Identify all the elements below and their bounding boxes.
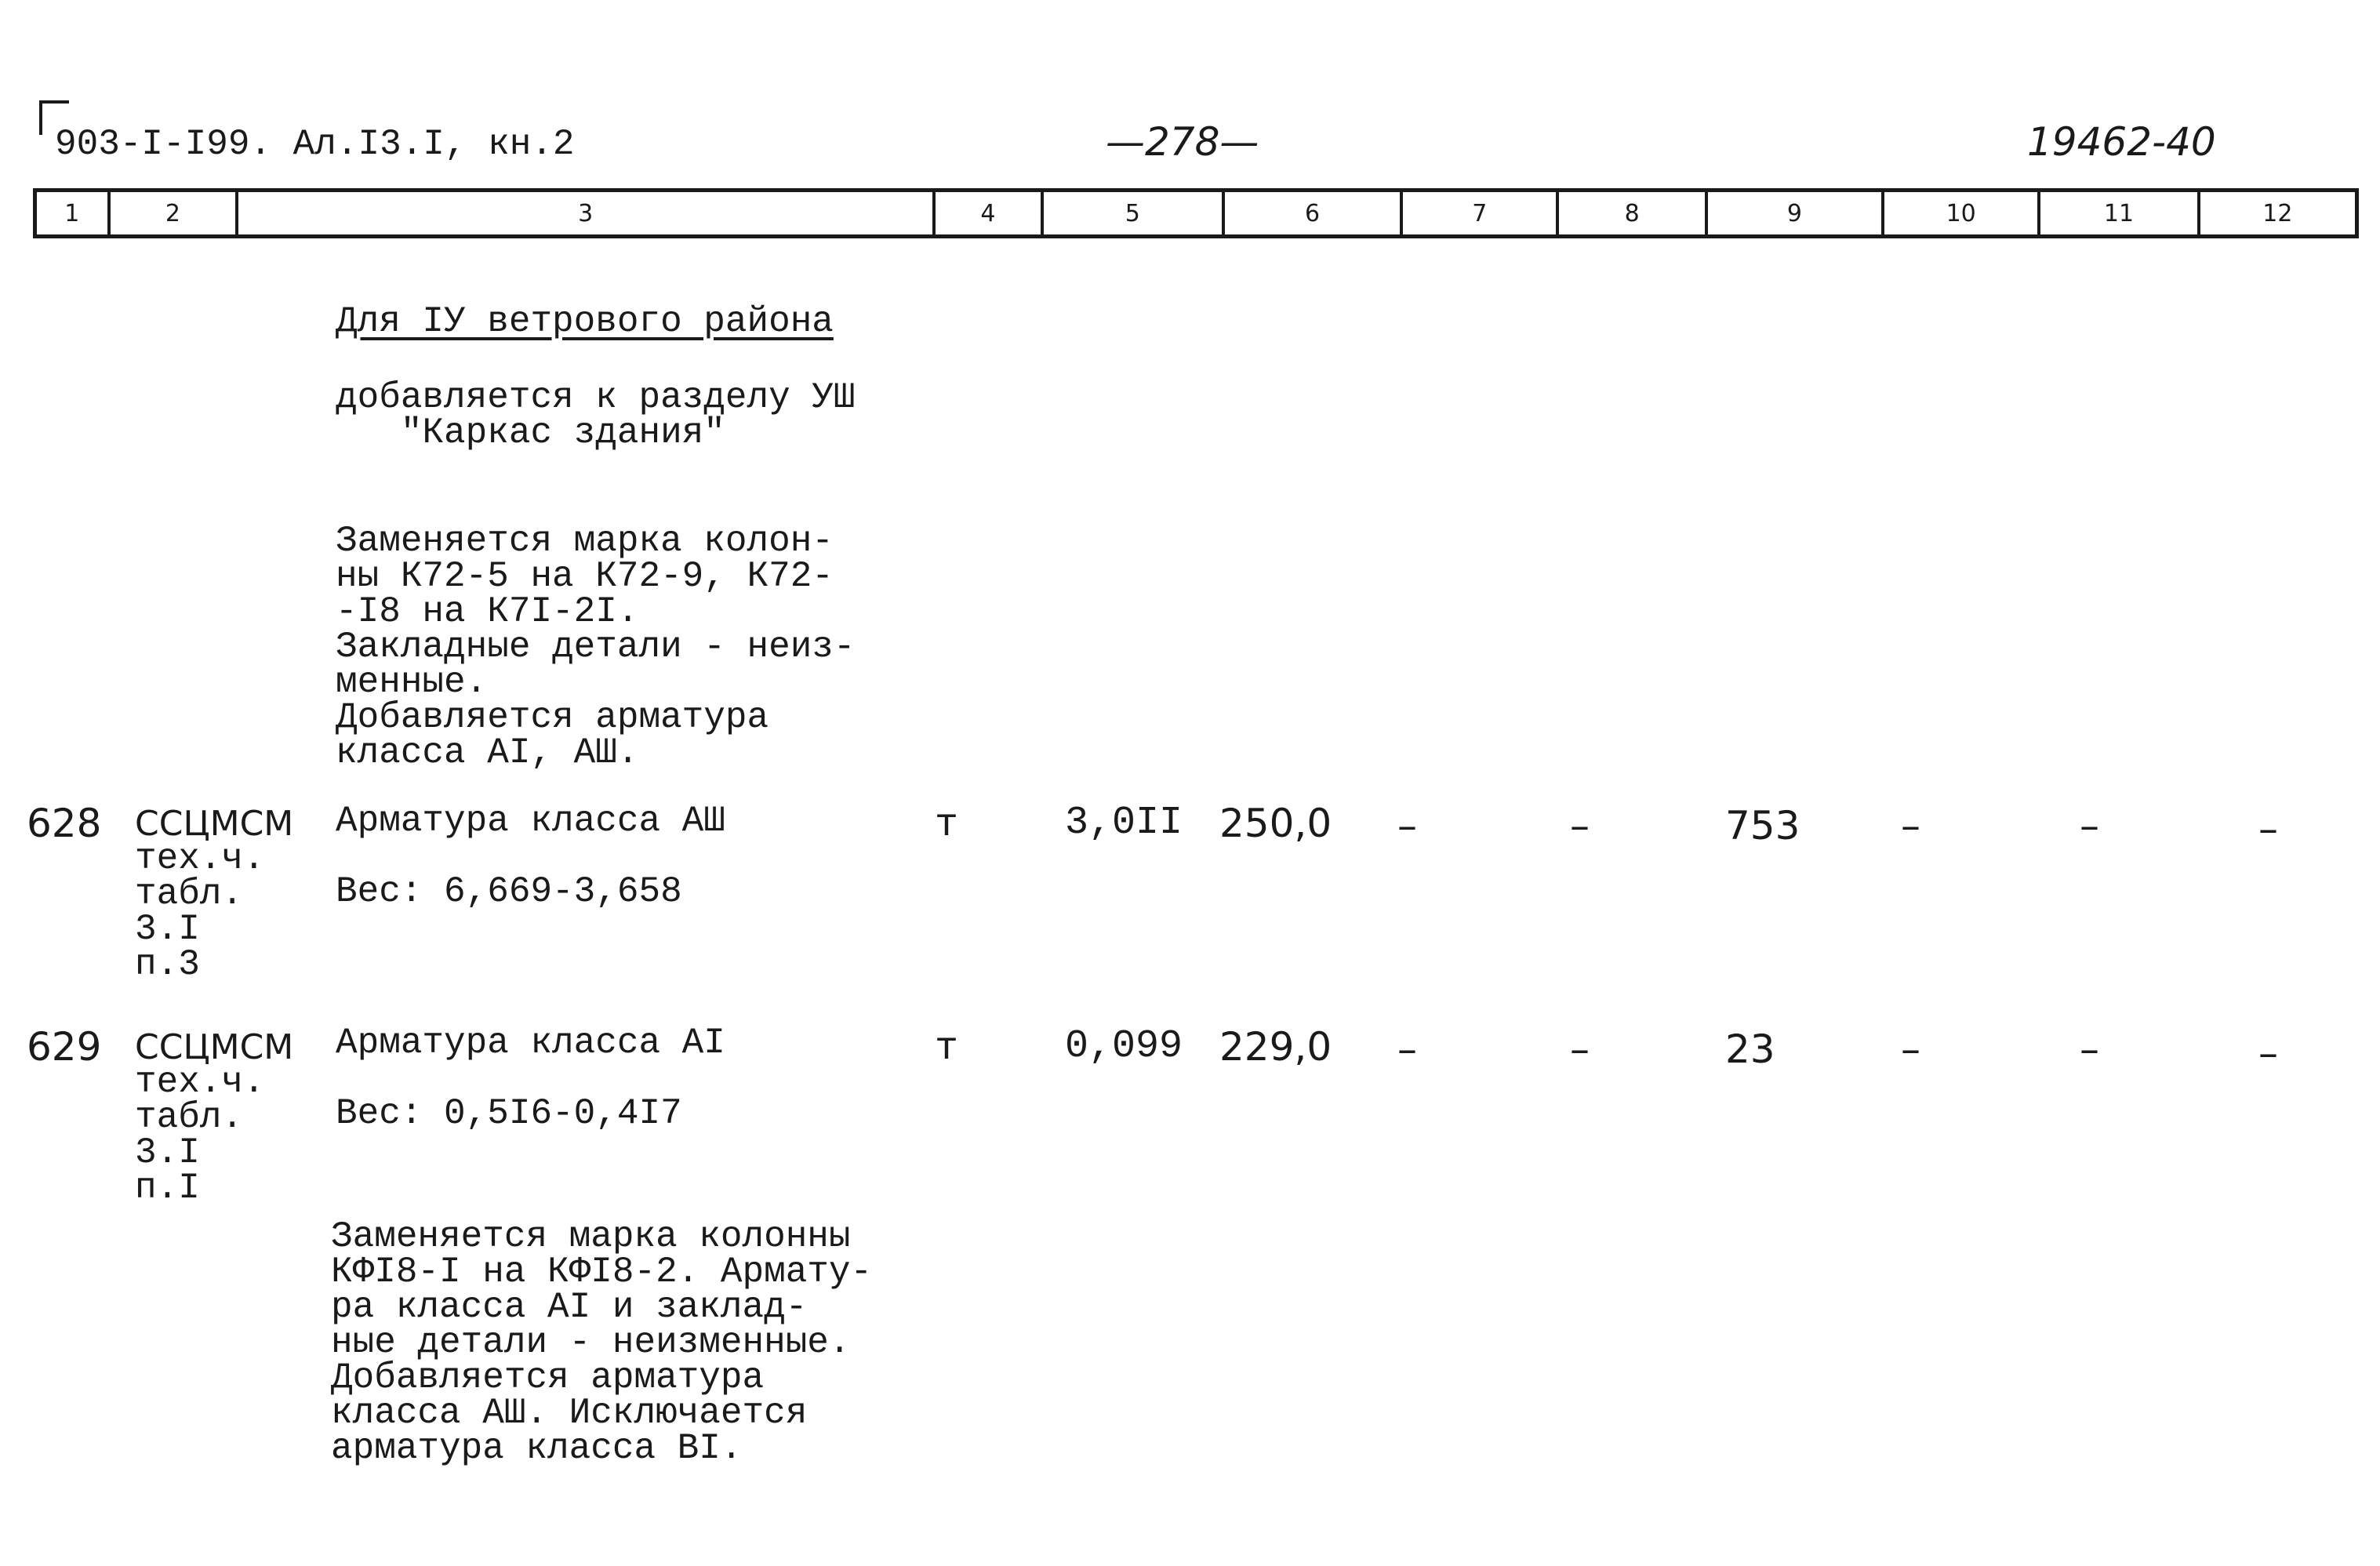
unit-price: 250,0 — [1219, 801, 1332, 846]
row-number: 629 — [27, 1024, 102, 1070]
section-heading: Для IУ ветрового района — [336, 301, 834, 342]
footer-note-line: Добавляется арматура — [331, 1357, 765, 1398]
column-number-bar — [33, 188, 2359, 238]
footer-note-line: класса АШ. Исключается — [331, 1393, 808, 1433]
cell-dash: – — [2258, 1030, 2278, 1076]
cell-dash: – — [1397, 1026, 1417, 1072]
basis-line: ССЦМСМ — [135, 1027, 294, 1067]
replace-line: менные. — [336, 662, 488, 703]
footer-note-line: ра класса АI и заклад- — [331, 1287, 808, 1328]
total-cost: 23 — [1725, 1026, 1775, 1072]
item-weight: Вес: 6,669-3,658 — [336, 871, 682, 912]
column-number: 8 — [1559, 192, 1707, 234]
cell-dash: – — [1397, 803, 1417, 848]
item-name: Арматура класса АШ — [336, 801, 725, 841]
basis-line: 3.I — [135, 1132, 200, 1173]
page-number: —278— — [1106, 119, 1259, 165]
basis-line: табл. — [135, 874, 244, 914]
basis-line: тех.ч. — [135, 1062, 265, 1103]
unit: т — [935, 803, 959, 848]
basis-line: 3.I — [135, 909, 200, 950]
basis-line: ССЦМСМ — [135, 804, 294, 844]
item-weight: Вес: 0,5I6-0,4I7 — [336, 1093, 682, 1134]
replace-line: Добавляется арматура — [336, 697, 769, 738]
total-cost: 753 — [1725, 803, 1800, 848]
basis-line: п.I — [135, 1168, 200, 1208]
column-number: 1 — [37, 192, 111, 234]
column-number: 6 — [1225, 192, 1403, 234]
quantity: 0,099 — [1065, 1024, 1183, 1069]
column-number: 4 — [936, 192, 1044, 234]
column-number: 9 — [1708, 192, 1884, 234]
column-number: 10 — [1884, 192, 2040, 234]
footer-note-line: Заменяется марка колонны — [331, 1216, 851, 1257]
cell-dash: – — [1901, 1026, 1920, 1072]
document-reference: 903-I-I99. Ал.I3.I, кн.2 — [55, 124, 575, 165]
inventory-number: 19462-40 — [2027, 119, 2216, 165]
item-name: Арматура класса АI — [336, 1023, 725, 1063]
cell-dash: – — [2080, 1026, 2099, 1072]
column-number: 11 — [2040, 192, 2200, 234]
footer-note-line: КФI8-I на КФI8-2. Армату- — [331, 1252, 873, 1292]
footer-note-line: ные детали - неизменные. — [331, 1322, 851, 1363]
column-number: 7 — [1403, 192, 1559, 234]
basis-line: п.3 — [135, 944, 200, 985]
unit-price: 229,0 — [1219, 1024, 1332, 1070]
cell-dash: – — [1570, 803, 1590, 848]
note-line: добавляется к разделу УШ — [336, 377, 856, 418]
replace-line: -I8 на К7I-2I. — [336, 591, 639, 632]
note-line: "Каркас здания" — [336, 412, 725, 453]
cell-dash: – — [1901, 803, 1920, 848]
replace-line: Закладные детали - неиз- — [336, 627, 856, 667]
column-number: 3 — [238, 192, 936, 234]
cell-dash: – — [2080, 803, 2099, 848]
replace-line: ны К72-5 на К72-9, К72- — [336, 556, 834, 597]
cell-dash: – — [1570, 1026, 1590, 1072]
column-number: 5 — [1044, 192, 1225, 234]
row-number: 628 — [27, 801, 102, 846]
cell-dash: – — [2258, 806, 2278, 852]
column-number: 12 — [2262, 199, 2293, 227]
replace-line: Заменяется марка колон- — [336, 521, 834, 561]
footer-note-line: арматура класса ВI. — [331, 1428, 743, 1469]
replace-line: класса АI, АШ. — [336, 732, 639, 773]
basis-line: тех.ч. — [135, 838, 265, 879]
quantity: 3,0II — [1065, 801, 1183, 845]
basis-line: табл. — [135, 1097, 244, 1138]
column-number: 2 — [111, 192, 238, 234]
unit: т — [935, 1026, 959, 1071]
